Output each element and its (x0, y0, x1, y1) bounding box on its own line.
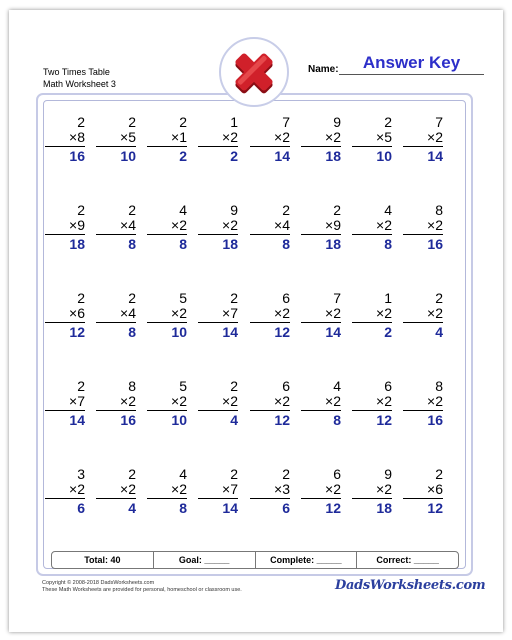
top-number: 2 (77, 202, 85, 218)
answer: 4 (435, 324, 443, 340)
top-number: 2 (435, 466, 443, 482)
multiplier: ×2 (147, 394, 187, 411)
multiplier: ×2 (352, 394, 392, 411)
answer: 8 (282, 236, 290, 252)
red-x-icon (229, 47, 279, 97)
answer: 6 (282, 500, 290, 516)
name-underline (339, 74, 484, 75)
top-number: 7 (282, 114, 290, 130)
multiplier: ×2 (198, 130, 238, 147)
multiplier: ×2 (403, 130, 443, 147)
top-number: 8 (128, 378, 136, 394)
top-number: 2 (384, 114, 392, 130)
title-line-2: Math Worksheet 3 (43, 79, 116, 89)
multiplier: ×7 (198, 482, 238, 499)
copyright-line-2: These Math Worksheets are provided for personal, homeschool or classroom use. (42, 587, 242, 593)
multiplication-problem (45, 467, 85, 516)
multiplier: ×2 (301, 130, 341, 147)
top-number: 2 (179, 114, 187, 130)
multiplier: ×2 (352, 218, 392, 235)
multiplication-problem (403, 203, 443, 252)
top-number: 2 (77, 114, 85, 130)
multiplication-problem (96, 379, 136, 428)
name-label: Name: (308, 64, 339, 75)
answer: 8 (128, 236, 136, 252)
top-number: 2 (128, 290, 136, 306)
score-footer (51, 551, 459, 569)
answer: 8 (179, 236, 187, 252)
answer-key-badge (219, 37, 289, 107)
multiplication-problem (352, 379, 392, 428)
name-row (308, 53, 486, 77)
multiplication-problem (198, 115, 238, 164)
answer: 12 (69, 324, 85, 340)
multiplication-problem (250, 467, 290, 516)
top-number: 8 (435, 202, 443, 218)
answer: 16 (427, 412, 443, 428)
multiplication-problem (147, 115, 187, 164)
top-number: 4 (333, 378, 341, 394)
top-number: 4 (179, 202, 187, 218)
top-number: 6 (282, 378, 290, 394)
multiplier: ×2 (198, 394, 238, 411)
multiplication-problem (147, 203, 187, 252)
answer: 12 (274, 412, 290, 428)
answer: 10 (171, 412, 187, 428)
multiplication-problem (45, 379, 85, 428)
multiplier: ×2 (198, 218, 238, 235)
answer: 2 (230, 148, 238, 164)
top-number: 2 (230, 378, 238, 394)
multiplication-problem (250, 115, 290, 164)
multiplication-problem (147, 379, 187, 428)
answer: 8 (333, 412, 341, 428)
multiplier: ×2 (96, 394, 136, 411)
answer: 10 (171, 324, 187, 340)
multiplier: ×2 (147, 306, 187, 323)
answer: 12 (274, 324, 290, 340)
title-line-1: Two Times Table (43, 67, 110, 77)
multiplication-problem (45, 203, 85, 252)
answer: 4 (230, 412, 238, 428)
answer: 18 (325, 236, 341, 252)
multiplication-problem (96, 115, 136, 164)
multiplication-problem (352, 115, 392, 164)
multiplication-problem (198, 203, 238, 252)
answer: 12 (427, 500, 443, 516)
multiplier: ×9 (301, 218, 341, 235)
answer: 18 (222, 236, 238, 252)
multiplier: ×2 (301, 306, 341, 323)
top-number: 2 (282, 466, 290, 482)
multiplier: ×2 (301, 482, 341, 499)
top-number: 2 (230, 466, 238, 482)
worksheet-title (43, 66, 116, 90)
answer: 18 (376, 500, 392, 516)
multiplication-problem (352, 467, 392, 516)
multiplier: ×1 (147, 130, 187, 147)
multiplication-problem (96, 203, 136, 252)
multiplication-problem (45, 291, 85, 340)
multiplier: ×4 (96, 218, 136, 235)
answer: 14 (69, 412, 85, 428)
multiplier: ×2 (352, 482, 392, 499)
answer: 8 (179, 500, 187, 516)
multiplier: ×2 (403, 306, 443, 323)
answer: 6 (77, 500, 85, 516)
answer: 16 (120, 412, 136, 428)
answer: 14 (274, 148, 290, 164)
multiplier: ×2 (403, 218, 443, 235)
answer: 2 (179, 148, 187, 164)
multiplier: ×4 (96, 306, 136, 323)
multiplication-problem (96, 291, 136, 340)
multiplication-problem (403, 291, 443, 340)
multiplier: ×2 (250, 306, 290, 323)
answer: 14 (325, 324, 341, 340)
answer: 2 (384, 324, 392, 340)
answer: 8 (384, 236, 392, 252)
answer: 4 (128, 500, 136, 516)
multiplier: ×7 (45, 394, 85, 411)
multiplier: ×2 (250, 130, 290, 147)
total-cell: Total: 40 (52, 552, 154, 568)
multiplier: ×6 (403, 482, 443, 499)
multiplication-problem (198, 291, 238, 340)
answer: 12 (376, 412, 392, 428)
copyright-line-1: Copyright © 2008-2018 DadsWorksheets.com (42, 580, 155, 586)
answer: 16 (427, 236, 443, 252)
top-number: 9 (333, 114, 341, 130)
multiplication-problem (147, 291, 187, 340)
multiplication-problem (301, 115, 341, 164)
multiplication-problem (301, 379, 341, 428)
top-number: 2 (435, 290, 443, 306)
multiplier: ×2 (352, 306, 392, 323)
top-number: 2 (128, 466, 136, 482)
multiplication-problem (352, 291, 392, 340)
multiplier: ×2 (301, 394, 341, 411)
multiplication-problem (403, 115, 443, 164)
multiplication-problem (301, 203, 341, 252)
multiplication-problem (403, 379, 443, 428)
top-number: 3 (77, 466, 85, 482)
multiplier: ×2 (96, 482, 136, 499)
complete-cell: Complete: _____ (256, 552, 358, 568)
goal-cell: Goal: _____ (154, 552, 256, 568)
top-number: 1 (384, 290, 392, 306)
multiplication-problem (301, 291, 341, 340)
top-number: 2 (230, 290, 238, 306)
multiplication-problem (45, 115, 85, 164)
copyright-notice (42, 580, 242, 594)
multiplier: ×8 (45, 130, 85, 147)
top-number: 6 (333, 466, 341, 482)
multiplication-problem (198, 379, 238, 428)
answer: 12 (325, 500, 341, 516)
multiplication-problem (250, 379, 290, 428)
top-number: 6 (282, 290, 290, 306)
top-number: 2 (77, 290, 85, 306)
answer: 10 (376, 148, 392, 164)
multiplication-problem (198, 467, 238, 516)
multiplier: ×2 (45, 482, 85, 499)
top-number: 7 (333, 290, 341, 306)
multiplier: ×2 (250, 394, 290, 411)
top-number: 2 (128, 114, 136, 130)
top-number: 2 (282, 202, 290, 218)
top-number: 7 (435, 114, 443, 130)
top-number: 6 (384, 378, 392, 394)
answer: 10 (120, 148, 136, 164)
top-number: 2 (77, 378, 85, 394)
multiplier: ×2 (147, 482, 187, 499)
multiplier: ×9 (45, 218, 85, 235)
top-number: 5 (179, 290, 187, 306)
top-number: 9 (230, 202, 238, 218)
answer: 8 (128, 324, 136, 340)
top-number: 5 (179, 378, 187, 394)
multiplication-problem (403, 467, 443, 516)
multiplier: ×2 (147, 218, 187, 235)
multiplication-problem (250, 203, 290, 252)
dadsworksheets-logo: DadsWorksheets.com (335, 578, 486, 593)
top-number: 9 (384, 466, 392, 482)
multiplier: ×6 (45, 306, 85, 323)
top-number: 2 (128, 202, 136, 218)
answer-key-text: Answer Key (362, 53, 461, 72)
multiplication-problem (301, 467, 341, 516)
multiplication-problem (96, 467, 136, 516)
answer: 18 (69, 236, 85, 252)
correct-cell: Correct: _____ (376, 555, 439, 565)
multiplier: ×2 (403, 394, 443, 411)
answer: 18 (325, 148, 341, 164)
answer: 14 (427, 148, 443, 164)
multiplier: ×7 (198, 306, 238, 323)
multiplier: ×5 (352, 130, 392, 147)
top-number: 8 (435, 378, 443, 394)
answer: 16 (69, 148, 85, 164)
multiplication-problem (147, 467, 187, 516)
top-number: 4 (384, 202, 392, 218)
top-number: 2 (333, 202, 341, 218)
answer: 14 (222, 324, 238, 340)
answer: 14 (222, 500, 238, 516)
multiplication-problem (352, 203, 392, 252)
multiplier: ×4 (250, 218, 290, 235)
multiplier: ×3 (250, 482, 290, 499)
multiplication-problem (250, 291, 290, 340)
multiplier: ×5 (96, 130, 136, 147)
top-number: 4 (179, 466, 187, 482)
top-number: 1 (230, 114, 238, 130)
